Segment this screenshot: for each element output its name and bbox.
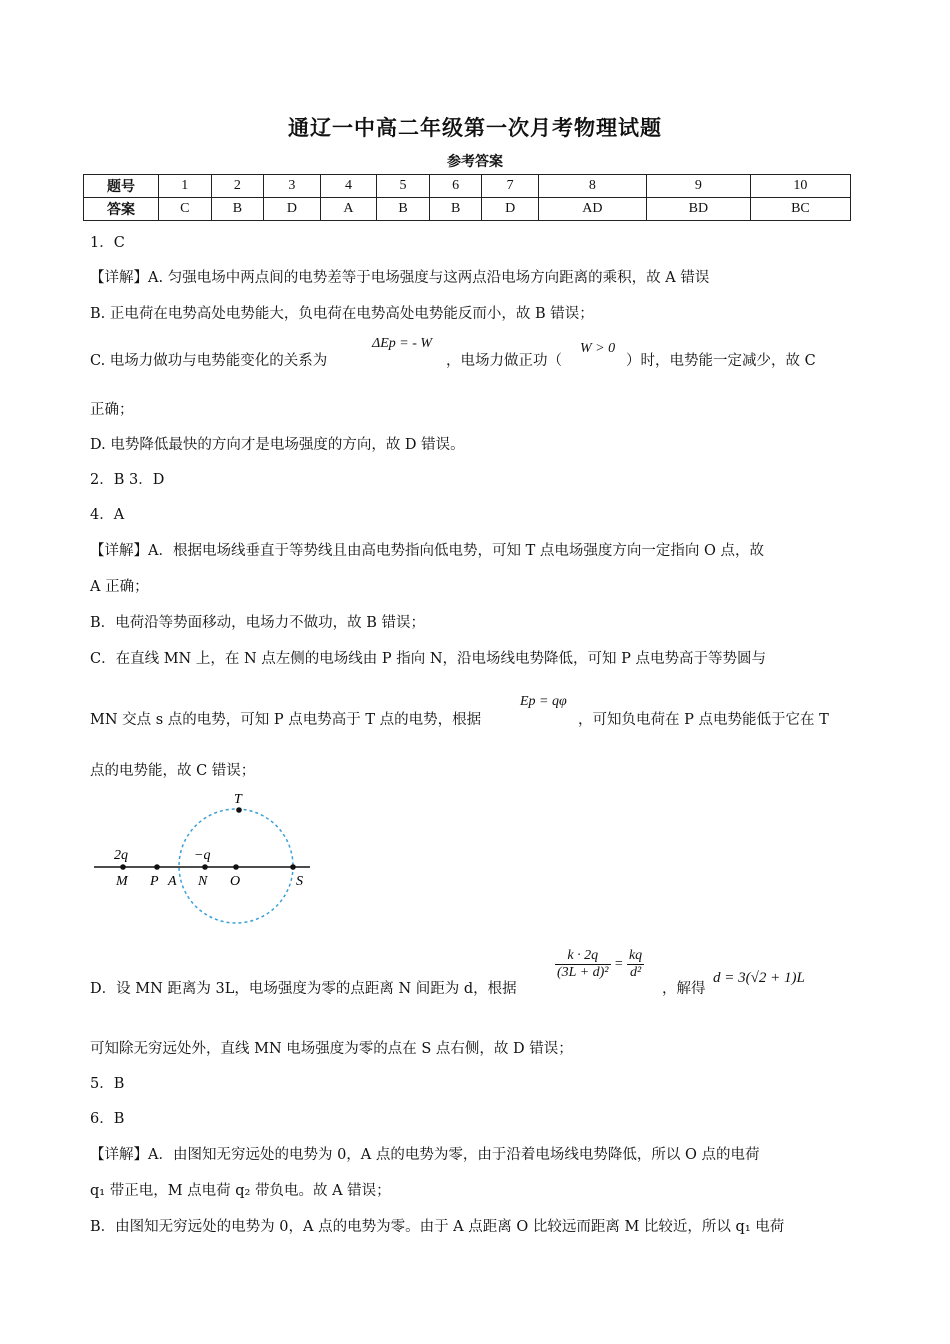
page-title: 通辽一中高二年级第一次月考物理试题 [288, 116, 662, 140]
equals-sign: = [614, 956, 624, 972]
formula-energy-work: ΔEp = - W [372, 336, 433, 351]
label-charge-m: 2q [114, 848, 128, 863]
explanation-line: C．在直线 MN 上，在 N 点左侧的电场线由 P 指向 N，沿电场线电势降低，可知 P 点电势高于等势圆与 [90, 651, 766, 667]
label-s: S [296, 874, 303, 889]
table-cell: BD [646, 198, 750, 221]
explanation-line-d: D．设 MN 距离为 3L，电场强度为零的点距离 N 间距为 d，根据 [90, 981, 517, 997]
table-cell: 9 [646, 175, 750, 198]
table-cell: 8 [538, 175, 646, 198]
fraction-denominator: d² [629, 965, 642, 980]
explanation-line: q₁ 带正电，M 点电荷 q₂ 带负电。故 A 错误； [90, 1183, 391, 1199]
point-o [233, 864, 239, 870]
table-cell: B [377, 198, 430, 221]
table-cell: B [429, 198, 482, 221]
formula-field-zero [555, 948, 644, 981]
label-a: A [168, 874, 177, 889]
table-cell: D [482, 198, 539, 221]
explanation-line: 可知除无穷远处外，直线 MN 电场强度为零的点在 S 点右侧，故 D 错误； [90, 1041, 573, 1057]
explanation-line: 【详解】A. 匀强电场中两点间的电势差等于电场强度与这两点沿电场方向距离的乘积，故 A 错误 [90, 270, 710, 286]
point-p [154, 864, 160, 870]
table-cell: 3 [264, 175, 321, 198]
table-cell: 5 [377, 175, 430, 198]
fraction-numerator: kq [628, 948, 643, 963]
answer-table [83, 174, 851, 221]
label-n: N [198, 874, 208, 889]
point-m [120, 864, 126, 870]
formula-solution: d = 3(√2 + 1)L [713, 970, 805, 986]
table-header-number: 题号 [84, 175, 159, 198]
answer-line: 6．B [90, 1111, 125, 1127]
table-cell: BC [750, 198, 850, 221]
table-cell: 4 [320, 175, 377, 198]
fraction-right [627, 948, 644, 981]
fraction-left [555, 948, 611, 981]
formula-potential-energy: Ep = qφ [520, 694, 567, 709]
explanation-line: B. 正电荷在电势高处电势能大，负电荷在电势高处电势能反而小，故 B 错误； [90, 306, 594, 322]
label-charge-n: −q [194, 848, 211, 863]
table-row-numbers [84, 175, 851, 198]
fraction-numerator: k · 2q [555, 948, 611, 965]
point-s [290, 864, 296, 870]
explanation-line: D. 电势降低最快的方向才是电场强度的方向，故 D 错误。 [90, 437, 465, 453]
table-cell: 7 [482, 175, 539, 198]
table-cell: 10 [750, 175, 850, 198]
explanation-text: ，电场力做正功（ [446, 353, 562, 369]
label-p: P [150, 874, 159, 889]
table-cell: 6 [429, 175, 482, 198]
explanation-line: 点的电势能，故 C 错误； [90, 763, 256, 779]
point-n [202, 864, 208, 870]
table-cell: AD [538, 198, 646, 221]
explanation-line: A 正确； [90, 579, 149, 595]
answer-line-1: 1．C [90, 235, 125, 251]
answer-line: 4．A [90, 507, 125, 523]
explanation-line: B．由图知无穷远处的电势为 0，A 点的电势为零。由于 A 点距离 O 比较远而距离 M 比较近，所以 q₁ 电荷 [90, 1219, 785, 1235]
explanation-text: ，解得 [662, 981, 706, 997]
table-cell: C [159, 198, 212, 221]
field-diagram [88, 786, 318, 932]
answer-line: 5．B [90, 1076, 125, 1092]
explanation-line: 正确； [90, 402, 134, 418]
explanation-text: ）时，电势能一定减少，故 C [626, 353, 816, 369]
explanation-line-c: C. 电场力做功与电势能变化的关系为 [90, 353, 328, 369]
table-cell: 1 [159, 175, 212, 198]
table-cell: B [211, 198, 264, 221]
label-m: M [116, 874, 128, 889]
label-t: T [234, 792, 242, 807]
table-header-answer: 答案 [84, 198, 159, 221]
point-t [236, 807, 242, 813]
table-cell: D [264, 198, 321, 221]
explanation-line: 【详解】A．由图知无穷远处的电势为 0，A 点的电势为零，由于沿着电场线电势降低，所以 O 点的电荷 [90, 1147, 760, 1163]
explanation-line: 【详解】A．根据电场线垂直于等势线且由高电势指向低电势，可知 T 点电场强度方向一定指向 O 点，故 [90, 543, 764, 559]
formula-positive-work: W > 0 [580, 341, 616, 356]
fraction-denominator: (3L + d)² [557, 965, 609, 980]
table-cell: 2 [211, 175, 264, 198]
explanation-text: ，可知负电荷在 P 点电势能低于它在 T [578, 712, 829, 728]
answer-line: 2．B 3．D [90, 472, 165, 488]
table-cell: A [320, 198, 377, 221]
explanation-line: B．电荷沿等势面移动，电场力不做功，故 B 错误； [90, 615, 426, 631]
page-subtitle: 参考答案 [447, 154, 503, 170]
explanation-line: MN 交点 s 点的电势，可知 P 点电势高于 T 点的电势，根据 [90, 712, 482, 728]
table-row-answers [84, 198, 851, 221]
label-o: O [230, 874, 241, 889]
